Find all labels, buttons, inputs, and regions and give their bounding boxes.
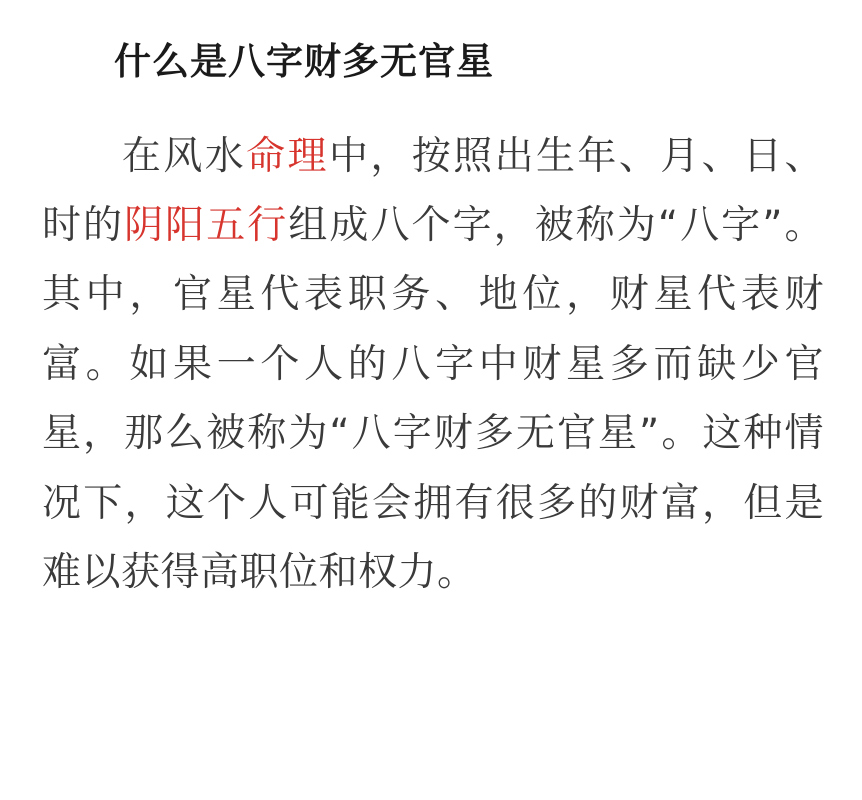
highlighted-term-mingli: 命理 <box>246 133 329 179</box>
text-run: 在风水 <box>120 133 247 179</box>
text-run: 组成八个字，被称为“八字”。其中，官星代表职务、地位，财星代表财富。如果一个人的八字中财星多而缺少官星，那么被称为“八字财多无官星”。这种情况下，这个人可能会拥有很多的财富，但是难以获得高职位和权力。 <box>42 202 824 595</box>
paragraph <box>42 122 824 608</box>
article-body <box>28 122 834 608</box>
text-run: 中，按照出生年、月、日、时的 <box>42 133 824 248</box>
highlighted-term-yinyangwuxing: 阴阳五行 <box>124 202 289 248</box>
page-title: 什么是八字财多无官星 <box>114 40 494 83</box>
